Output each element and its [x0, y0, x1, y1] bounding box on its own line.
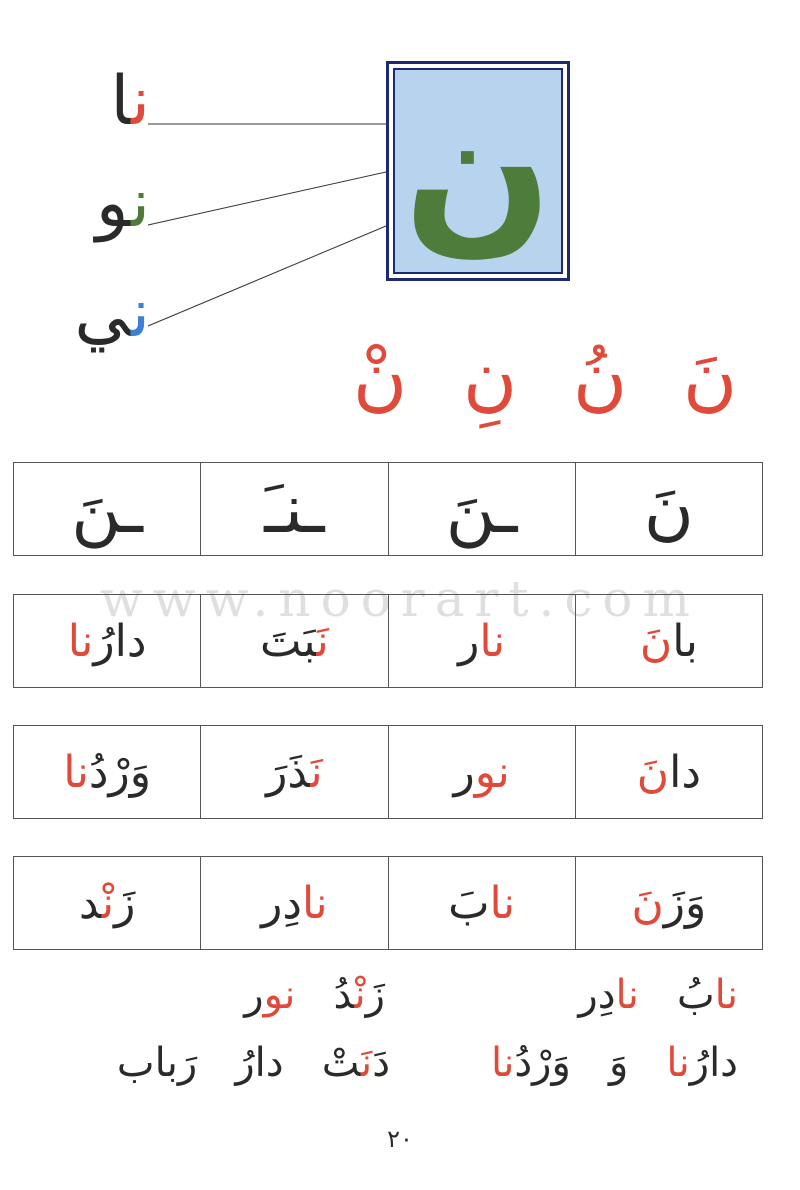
- position-final-2: ـنَ: [14, 463, 201, 556]
- big-letter: ن: [403, 69, 553, 273]
- haraka-damma: نُ: [572, 334, 628, 420]
- table-row: [14, 857, 763, 950]
- word-part: دارُ: [93, 615, 147, 667]
- word: رَباب: [116, 1040, 198, 1086]
- word-cell: [575, 595, 762, 688]
- word-part: بَتَ: [260, 615, 317, 667]
- word-highlight: نْ: [101, 877, 115, 929]
- letter-form-ni: [40, 274, 150, 353]
- word-cell: [388, 595, 575, 688]
- word-cell: [388, 726, 575, 819]
- word-part: دا: [669, 746, 701, 798]
- sentence-2-right: [491, 1040, 738, 1086]
- word-highlight: نو: [474, 746, 510, 798]
- word-highlight: نا: [479, 615, 506, 667]
- word-part: د: [78, 877, 102, 929]
- haraka-sukun: نْ: [352, 334, 408, 420]
- position-medial: ـنـَ: [201, 463, 388, 556]
- word: نادِر: [578, 972, 639, 1018]
- word: دارُ: [235, 1040, 284, 1086]
- sentence-1-left: [244, 972, 385, 1018]
- sentence-1-right: [578, 972, 738, 1018]
- form-ni-ya: ي: [74, 274, 132, 353]
- harakat-row: [330, 334, 760, 440]
- word-part: ر: [458, 615, 480, 667]
- table-row: [14, 726, 763, 819]
- connector-line-ni: [148, 226, 386, 326]
- word-part: وَزَ: [663, 877, 707, 929]
- word-table-3: [13, 856, 763, 950]
- haraka-fatha: نَ: [682, 334, 738, 420]
- word-cell: [14, 726, 201, 819]
- form-na-nun: ن: [131, 62, 150, 141]
- word: دَنَتْ: [321, 1040, 390, 1086]
- word-highlight: نَ: [316, 615, 329, 667]
- haraka-kasra: نِ: [462, 334, 518, 420]
- position-isolated: نَ: [575, 463, 762, 556]
- word-highlight: نَ: [639, 615, 673, 667]
- word: دارُنا: [666, 1040, 738, 1086]
- word: زَنْدُ: [333, 972, 385, 1018]
- connector-line-nu: [148, 172, 386, 225]
- word-cell: [201, 726, 388, 819]
- word-table-1: [13, 594, 763, 688]
- letter-form-na: [40, 62, 150, 141]
- form-na-alif: ا: [110, 62, 132, 141]
- word-cell: [575, 857, 762, 950]
- word-part: ر: [453, 746, 475, 798]
- word: نور: [244, 972, 296, 1018]
- word-part: ذَرَ: [266, 746, 311, 798]
- page-number: ٢٠: [387, 1125, 413, 1153]
- letter-positions-table: [13, 462, 763, 556]
- word-cell: [201, 595, 388, 688]
- word-cell: [14, 857, 201, 950]
- word-cell: [388, 857, 575, 950]
- form-nu-nun: ن: [131, 164, 150, 243]
- word-part: بَ: [448, 877, 490, 929]
- word-highlight: نا: [63, 746, 89, 798]
- form-ni-nun: ن: [131, 274, 150, 353]
- word: وَرْدُنا: [491, 1040, 571, 1086]
- word-part: با: [672, 615, 698, 667]
- word-part: زَ: [114, 877, 136, 929]
- word: نابُ: [677, 972, 738, 1018]
- word-highlight: نَ: [636, 746, 670, 798]
- word-table-2: [13, 725, 763, 819]
- table-row: [14, 595, 763, 688]
- word-highlight: نَ: [631, 877, 664, 929]
- word-cell: [14, 595, 201, 688]
- word-part: دِر: [261, 877, 302, 929]
- word-highlight: نا: [67, 615, 94, 667]
- letter-box-inner: [393, 68, 563, 274]
- word-highlight: نا: [489, 877, 516, 929]
- word: وَ: [608, 1040, 629, 1086]
- form-nu-waw: و: [95, 164, 132, 243]
- word-highlight: نَ: [310, 746, 323, 798]
- word-part: وَرْدُ: [88, 746, 151, 798]
- letter-box: [386, 61, 570, 281]
- position-final: ـنَ: [388, 463, 575, 556]
- letter-form-nu: [40, 164, 150, 243]
- watermark: www.noorart.com: [100, 570, 700, 628]
- table-row: [14, 463, 763, 556]
- word-cell: [201, 857, 388, 950]
- word-highlight: نا: [301, 877, 328, 929]
- word-cell: [575, 726, 762, 819]
- sentence-2-left: [117, 1040, 390, 1086]
